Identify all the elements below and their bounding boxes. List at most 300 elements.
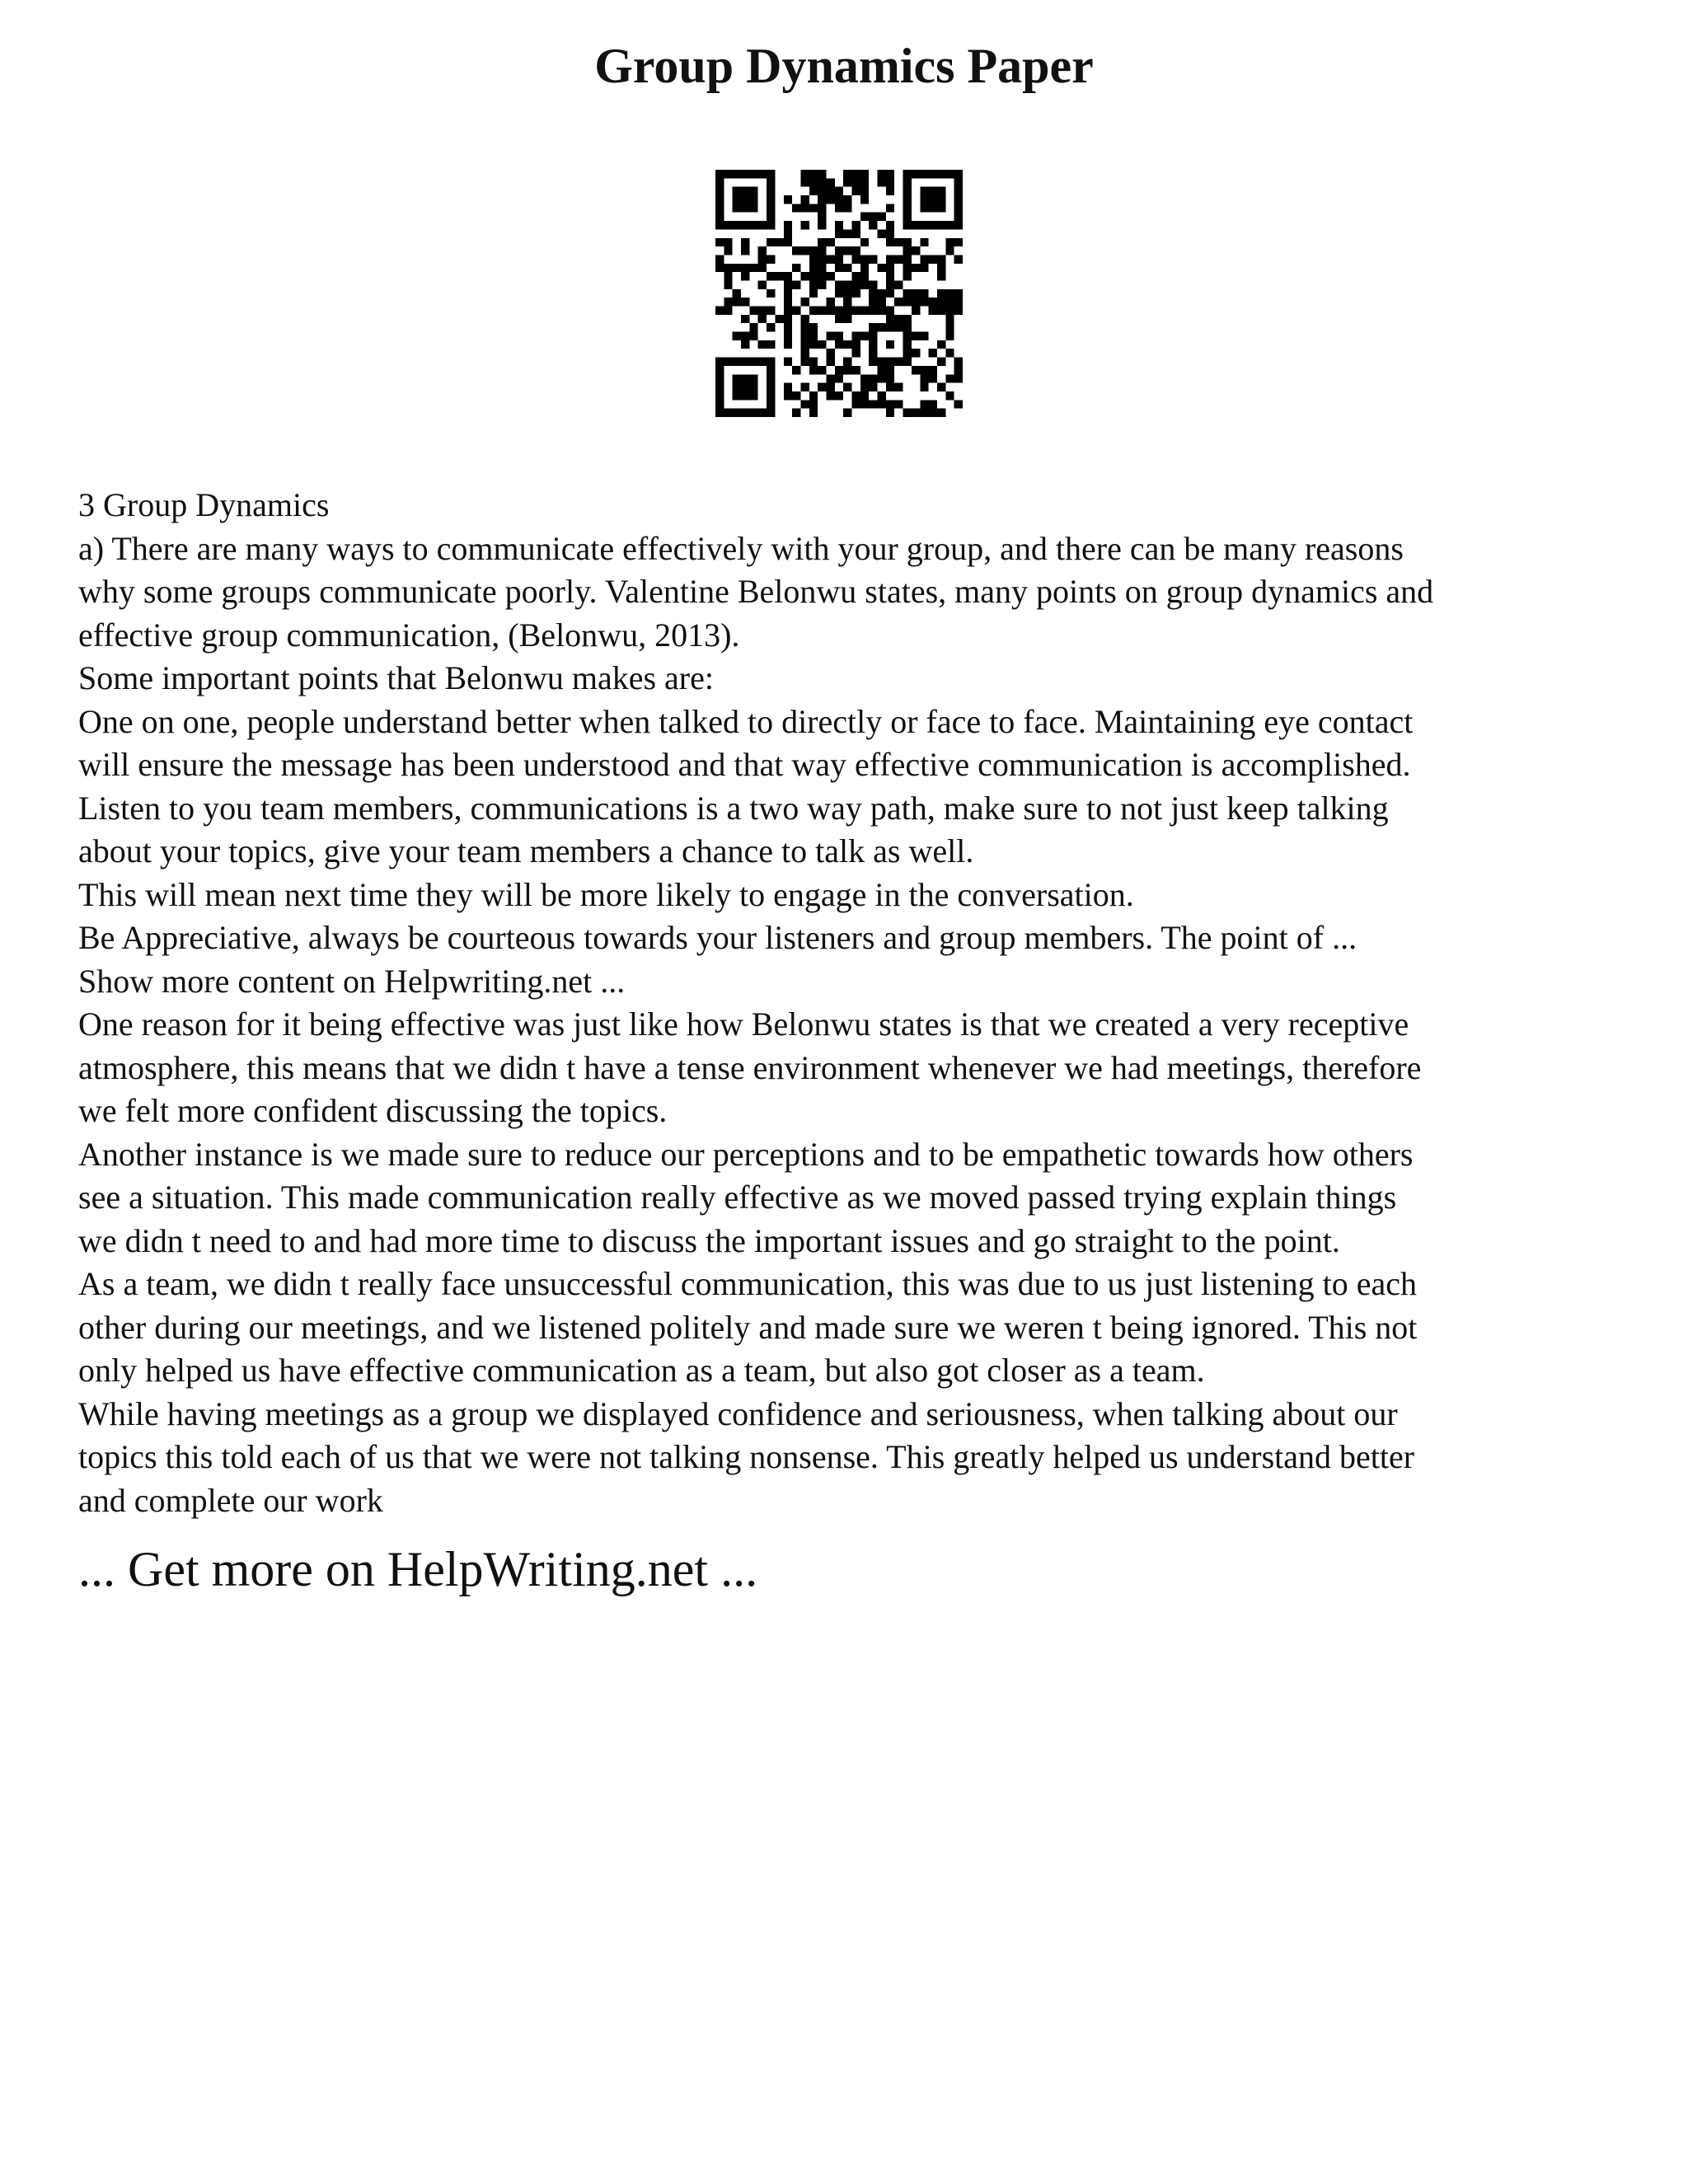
qr-module (741, 264, 749, 272)
qr-module (878, 289, 886, 298)
qr-module (800, 170, 809, 178)
qr-module (741, 374, 749, 382)
qr-module (860, 187, 869, 195)
qr-module (920, 195, 928, 204)
qr-module (733, 383, 741, 391)
qr-module (886, 340, 894, 349)
qr-module (733, 374, 741, 382)
qr-module (954, 255, 963, 263)
qr-module (903, 264, 912, 272)
qr-module (903, 255, 912, 263)
body-line: only helped us have effective communication as a team, but also got closer as a team. (78, 1352, 1205, 1389)
qr-module (835, 307, 843, 315)
qr-module (929, 170, 937, 178)
qr-module (886, 221, 894, 229)
qr-module (741, 332, 749, 340)
qr-module (954, 178, 963, 186)
qr-module (809, 280, 818, 288)
qr-module (852, 280, 860, 288)
qr-module (800, 332, 809, 340)
body-line: While having meetings as a group we displayed confidence and seriousness, when talking about our (78, 1394, 1398, 1432)
qr-module (929, 221, 937, 229)
qr-module (715, 170, 724, 178)
qr-module (733, 204, 741, 212)
qr-module (903, 298, 912, 306)
qr-module (784, 289, 792, 298)
qr-module (826, 255, 834, 263)
qr-module (852, 272, 860, 280)
qr-module (784, 358, 792, 366)
qr-module (903, 289, 912, 298)
qr-module (945, 307, 954, 315)
qr-module (843, 289, 851, 298)
qr-module (878, 374, 886, 382)
qr-module (912, 409, 920, 417)
qr-module (945, 315, 954, 323)
qr-module (920, 255, 928, 263)
qr-module (741, 409, 749, 417)
qr-module (852, 289, 860, 298)
body-line: Another instance is we made sure to reduce our perceptions and to be empathetic towards how others (78, 1135, 1414, 1173)
qr-module (809, 178, 818, 186)
qr-module (724, 272, 732, 280)
qr-module (903, 204, 912, 212)
qr-module (818, 221, 826, 229)
qr-module (758, 255, 767, 263)
qr-module (954, 170, 963, 178)
qr-module (894, 400, 903, 408)
qr-module (843, 409, 851, 417)
qr-module (826, 307, 834, 315)
qr-module (903, 221, 912, 229)
qr-module (800, 204, 809, 212)
qr-module (886, 289, 894, 298)
qr-module (775, 315, 783, 323)
qr-module (818, 272, 826, 280)
qr-module (878, 323, 886, 331)
qr-module (903, 213, 912, 221)
qr-module (800, 221, 809, 229)
qr-module (826, 332, 834, 340)
qr-module (954, 213, 963, 221)
qr-module (843, 204, 851, 212)
qr-module (749, 391, 757, 400)
qr-module (937, 298, 945, 306)
qr-module (920, 264, 928, 272)
body-line: topics this told each of us that we were not talking nonsense. This greatly helped us understand better (78, 1438, 1415, 1475)
qr-module (937, 255, 945, 263)
qr-module (954, 366, 963, 374)
qr-module (733, 170, 741, 178)
qr-module (826, 383, 834, 391)
qr-module (741, 272, 749, 280)
qr-module (767, 366, 775, 374)
qr-module (869, 280, 877, 288)
qr-module (826, 178, 834, 186)
qr-module (724, 221, 732, 229)
qr-module (945, 246, 954, 255)
qr-module (878, 391, 886, 400)
qr-module (784, 195, 792, 204)
show-more-link[interactable]: Show more content on Helpwriting.net ... (78, 962, 626, 1000)
qr-module (903, 323, 912, 331)
qr-module (869, 349, 877, 357)
qr-module (878, 400, 886, 408)
qr-module (749, 187, 757, 195)
qr-module (852, 307, 860, 315)
qr-module (937, 272, 945, 280)
qr-module (767, 195, 775, 204)
qr-module (715, 178, 724, 186)
qr-module (886, 358, 894, 366)
qr-module (843, 280, 851, 288)
qr-module (920, 187, 928, 195)
qr-module (818, 187, 826, 195)
qr-module (809, 391, 818, 400)
qr-module (929, 400, 937, 408)
qr-module (809, 307, 818, 315)
qr-module (912, 246, 920, 255)
qr-module (835, 332, 843, 340)
qr-module (860, 178, 869, 186)
qr-module (894, 238, 903, 246)
qr-module (869, 255, 877, 263)
qr-module (741, 238, 749, 246)
qr-module (767, 187, 775, 195)
qr-module (903, 358, 912, 366)
qr-module (800, 315, 809, 323)
qr-module (749, 323, 757, 331)
qr-code-icon (715, 170, 963, 417)
qr-module (912, 221, 920, 229)
qr-module (809, 323, 818, 331)
qr-module (784, 391, 792, 400)
qr-module (784, 332, 792, 340)
qr-module (792, 391, 800, 400)
qr-module (715, 358, 724, 366)
qr-module (775, 272, 783, 280)
qr-module (920, 238, 928, 246)
qr-module (800, 246, 809, 255)
qr-module (903, 238, 912, 246)
qr-module (715, 187, 724, 195)
qr-module (903, 246, 912, 255)
body-line: One on one, people understand better when talked to directly or face to face. Maintaining eye contact (78, 702, 1414, 740)
qr-module (733, 358, 741, 366)
qr-module (784, 323, 792, 331)
body-line: why some groups communicate poorly. Valentine Belonwu states, many points on group dynamics and (78, 573, 1434, 610)
qr-module (886, 238, 894, 246)
qr-module (852, 229, 860, 237)
qr-module (818, 195, 826, 204)
qr-module (894, 255, 903, 263)
qr-module (741, 358, 749, 366)
qr-module (937, 264, 945, 272)
qr-module (749, 264, 757, 272)
qr-module (894, 315, 903, 323)
qr-module (818, 170, 826, 178)
qr-module (809, 187, 818, 195)
qr-module (878, 264, 886, 272)
qr-module (784, 280, 792, 288)
qr-module (852, 332, 860, 340)
qr-module (826, 195, 834, 204)
qr-module (886, 409, 894, 417)
qr-module (818, 255, 826, 263)
qr-module (860, 391, 869, 400)
qr-module (784, 340, 792, 349)
qr-module (920, 400, 928, 408)
qr-module (843, 170, 851, 178)
qr-module (724, 280, 732, 288)
qr-module (852, 349, 860, 357)
qr-module (929, 204, 937, 212)
qr-module (809, 272, 818, 280)
qr-module (886, 307, 894, 315)
qr-module (792, 280, 800, 288)
qr-module (954, 307, 963, 315)
body-line: Some important points that Belonwu makes are: (78, 659, 714, 696)
qr-module (920, 366, 928, 374)
qr-module (835, 195, 843, 204)
qr-module (784, 315, 792, 323)
page-title: Group Dynamics Paper (594, 39, 1094, 93)
qr-module (767, 289, 775, 298)
qr-module (835, 315, 843, 323)
qr-module (741, 221, 749, 229)
qr-module (715, 400, 724, 408)
qr-module (724, 298, 732, 306)
qr-module (937, 383, 945, 391)
qr-module (894, 358, 903, 366)
qr-module (886, 229, 894, 237)
qr-module (903, 315, 912, 323)
body-line: about your topics, give your team members a chance to talk as well. (78, 832, 974, 869)
qr-module (758, 246, 767, 255)
qr-module (758, 221, 767, 229)
qr-module (835, 255, 843, 263)
qr-module (784, 238, 792, 246)
qr-module (715, 255, 724, 263)
qr-module (826, 238, 834, 246)
body-line: effective group communication, (Belonwu, 2013). (78, 616, 740, 654)
qr-module (715, 204, 724, 212)
qr-module (741, 298, 749, 306)
qr-module (741, 204, 749, 212)
qr-module (818, 213, 826, 221)
qr-module (869, 340, 877, 349)
qr-module (937, 221, 945, 229)
qr-module (749, 358, 757, 366)
qr-module (792, 264, 800, 272)
qr-module (715, 391, 724, 400)
qr-module (852, 246, 860, 255)
qr-module (733, 289, 741, 298)
body-line: 3 Group Dynamics (78, 486, 330, 523)
qr-module (775, 238, 783, 246)
qr-module (749, 170, 757, 178)
qr-module (860, 195, 869, 204)
qr-module (852, 170, 860, 178)
qr-module (929, 409, 937, 417)
qr-module (809, 332, 818, 340)
qr-module (724, 246, 732, 255)
body-line: Listen to you team members, communications is a two way path, make sure to not just keep talking (78, 789, 1389, 827)
qr-module (878, 178, 886, 186)
qr-module (869, 383, 877, 391)
qr-module (954, 289, 963, 298)
qr-module (843, 264, 851, 272)
qr-module (715, 383, 724, 391)
qr-module (945, 323, 954, 331)
qr-module (843, 195, 851, 204)
qr-module (724, 170, 732, 178)
qr-module (733, 298, 741, 306)
qr-module (800, 195, 809, 204)
qr-module (733, 409, 741, 417)
qr-module (767, 272, 775, 280)
qr-module (945, 374, 954, 382)
qr-module (937, 170, 945, 178)
qr-module (945, 238, 954, 246)
qr-module (937, 307, 945, 315)
qr-module (886, 400, 894, 408)
qr-module (860, 307, 869, 315)
qr-module (835, 246, 843, 255)
qr-module (826, 187, 834, 195)
qr-module (818, 178, 826, 186)
qr-module (878, 170, 886, 178)
qr-module (852, 255, 860, 263)
qr-module (741, 170, 749, 178)
body-line: As a team, we didn t really face unsuccessful communication, this was due to us just listening to each (78, 1265, 1418, 1302)
qr-module (809, 264, 818, 272)
qr-module (784, 221, 792, 229)
qr-module (903, 332, 912, 340)
qr-module (749, 383, 757, 391)
qr-module (826, 272, 834, 280)
qr-module (843, 383, 851, 391)
qr-module (826, 391, 834, 400)
qr-module (954, 238, 963, 246)
qr-module (733, 391, 741, 400)
qr-module (886, 204, 894, 212)
qr-module (809, 340, 818, 349)
body-line: and complete our work (78, 1481, 383, 1519)
qr-module (869, 358, 877, 366)
qr-module (767, 238, 775, 246)
qr-module (826, 349, 834, 357)
qr-module (878, 213, 886, 221)
qr-module (809, 358, 818, 366)
qr-module (767, 409, 775, 417)
qr-module (954, 400, 963, 408)
qr-code-graphic (715, 170, 963, 417)
qr-module (749, 332, 757, 340)
qr-module (920, 221, 928, 229)
qr-module (860, 332, 869, 340)
qr-module (869, 307, 877, 315)
qr-module (715, 238, 724, 246)
body-line: see a situation. This made communication really effective as we moved passed trying explain things (78, 1179, 1397, 1216)
qr-module (954, 374, 963, 382)
qr-module (767, 255, 775, 263)
qr-module (818, 264, 826, 272)
qr-module (749, 204, 757, 212)
qr-module (809, 366, 818, 374)
qr-module (741, 315, 749, 323)
qr-module (903, 187, 912, 195)
qr-module (800, 340, 809, 349)
qr-module (741, 340, 749, 349)
qr-module (954, 358, 963, 366)
qr-module (920, 409, 928, 417)
qr-module (724, 409, 732, 417)
qr-module (758, 280, 767, 288)
qr-module (784, 383, 792, 391)
qr-module (920, 332, 928, 340)
qr-module (929, 366, 937, 374)
qr-module (809, 170, 818, 178)
qr-module (929, 255, 937, 263)
body-line: This will mean next time they will be more likely to engage in the conversation. (78, 875, 1134, 913)
qr-module (800, 323, 809, 331)
qr-module (800, 400, 809, 408)
qr-module (886, 280, 894, 288)
qr-module (886, 255, 894, 263)
qr-module (843, 340, 851, 349)
qr-module (749, 195, 757, 204)
qr-module (894, 298, 903, 306)
qr-module (912, 298, 920, 306)
qr-module (792, 366, 800, 374)
qr-module (937, 409, 945, 417)
qr-module (878, 307, 886, 315)
qr-module (860, 272, 869, 280)
qr-module (767, 374, 775, 382)
qr-module (843, 298, 851, 306)
qr-module (869, 221, 877, 229)
qr-module (852, 340, 860, 349)
qr-module (741, 383, 749, 391)
qr-module (784, 307, 792, 315)
qr-module (945, 332, 954, 340)
qr-module (937, 289, 945, 298)
qr-module (758, 264, 767, 272)
qr-module (929, 195, 937, 204)
qr-module (758, 307, 767, 315)
qr-module (784, 272, 792, 280)
qr-module (852, 178, 860, 186)
qr-module (724, 238, 732, 246)
qr-module (767, 340, 775, 349)
qr-module (869, 298, 877, 306)
qr-module (835, 204, 843, 212)
qr-module (749, 374, 757, 382)
qr-module (733, 187, 741, 195)
qr-module (843, 315, 851, 323)
qr-module (937, 340, 945, 349)
qr-module (809, 409, 818, 417)
qr-module (809, 255, 818, 263)
qr-module (767, 391, 775, 400)
qr-module (818, 280, 826, 288)
qr-module (767, 358, 775, 366)
get-more-link[interactable]: ... Get more on HelpWriting.net ... (78, 1542, 758, 1596)
qr-module (954, 221, 963, 229)
qr-module (920, 170, 928, 178)
qr-module (767, 307, 775, 315)
